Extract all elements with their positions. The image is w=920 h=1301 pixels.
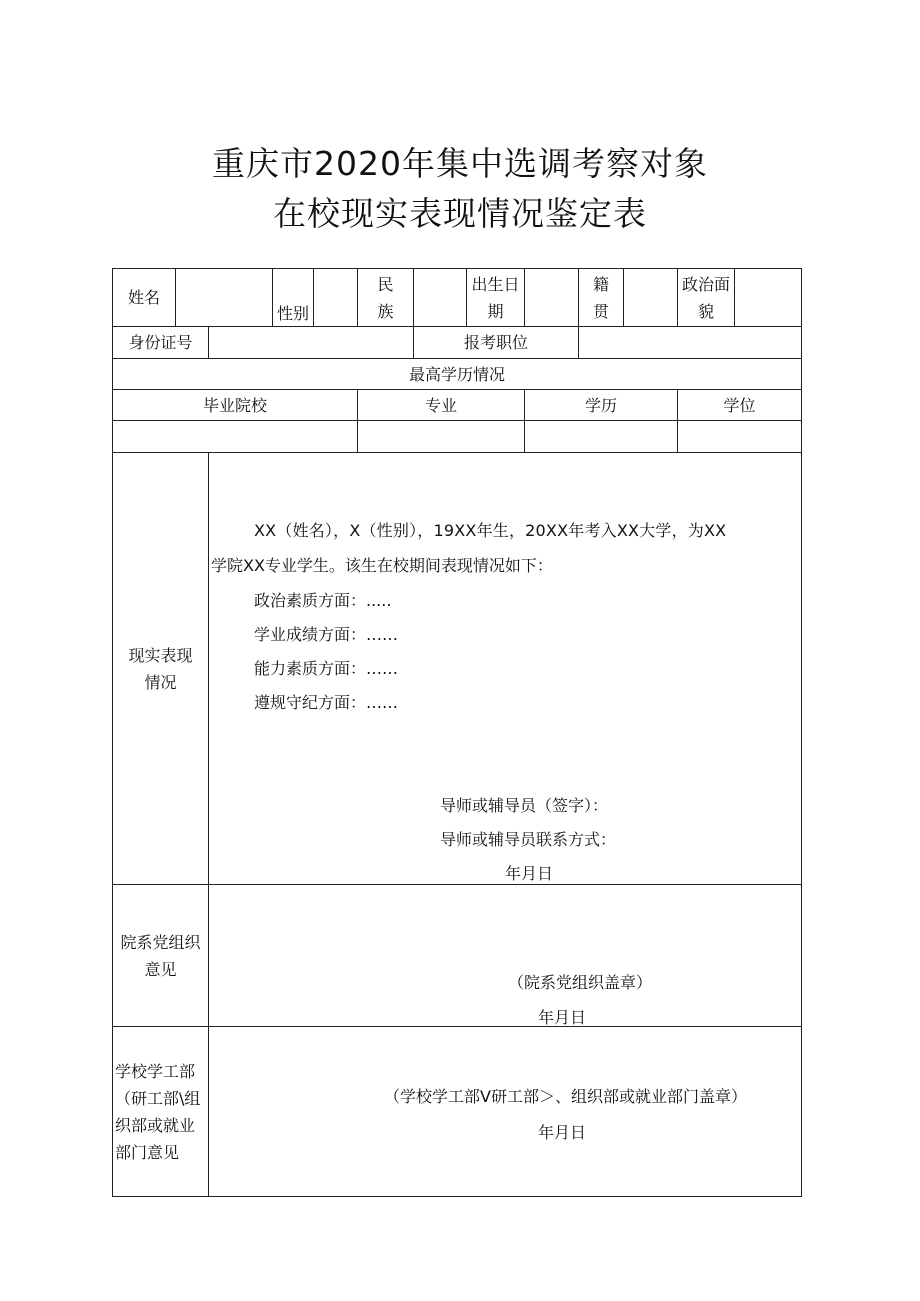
political-status-label-line2: 貌 <box>697 301 714 321</box>
applied-position-label: 报考职位 <box>463 333 528 352</box>
id-number-label: 身份证号 <box>128 333 193 352</box>
ability-quality-line: 能力素质方面：…… <box>254 659 399 678</box>
form-title-line1: 重庆市2020年集中选调考察对象 <box>212 144 708 183</box>
table-line <box>112 1026 802 1027</box>
school-dept-date: 年月日 <box>538 1123 587 1142</box>
origin-label-line1: 籍 <box>592 274 609 294</box>
party-opinion-label-line2: 意见 <box>144 959 177 979</box>
school-header: 毕业院校 <box>202 395 267 415</box>
birthdate-value-cell[interactable] <box>525 269 578 326</box>
discipline-line: 遵规守纪方面：…… <box>254 693 399 712</box>
origin-value-cell[interactable] <box>624 269 677 326</box>
school-dept-label-line3: 织部或就业 <box>115 1115 196 1135</box>
ethnicity-value-cell[interactable] <box>414 269 466 326</box>
performance-label-line2: 情况 <box>144 672 177 692</box>
degree-header: 学位 <box>723 395 756 415</box>
id-number-value-cell[interactable] <box>209 327 413 358</box>
political-status-label-line1: 政治面 <box>681 274 730 294</box>
school-dept-stamp: （学校学工部V研工部＞、组织部或就业部门盖章） <box>384 1087 747 1106</box>
table-line <box>801 268 802 1197</box>
performance-date: 年月日 <box>505 864 554 883</box>
form-title-line2: 在校现实表现情况鉴定表 <box>273 194 647 233</box>
origin-label <box>579 269 623 326</box>
advisor-signature: 导师或辅导员（签字）： <box>440 796 609 815</box>
degree-value-cell[interactable] <box>678 421 801 452</box>
school-dept-label-line2: （研工部\组 <box>115 1088 201 1108</box>
table-line <box>208 452 209 1197</box>
ethnicity-label-line2: 族 <box>377 301 394 321</box>
school-dept-label-line4: 部门意见 <box>115 1142 180 1162</box>
school-dept-opinion-label <box>113 1027 208 1196</box>
party-opinion-label-line1: 院系党组织 <box>120 932 201 952</box>
ethnicity-label <box>358 269 413 326</box>
performance-label <box>113 453 208 884</box>
party-date: 年月日 <box>538 1008 587 1027</box>
performance-intro-line2: 学院XX专业学生。该生在校期间表现情况如下： <box>211 556 553 575</box>
political-status-value-cell[interactable] <box>735 269 801 326</box>
birthdate-label-line2: 期 <box>487 301 504 321</box>
political-quality-line: 政治素质方面：..... <box>254 591 392 610</box>
party-stamp: （院系党组织盖章） <box>508 973 653 992</box>
education-level-header: 学历 <box>584 395 617 415</box>
major-header: 专业 <box>424 395 457 415</box>
birthdate-label <box>467 269 524 326</box>
ethnicity-label-line1: 民 <box>377 274 394 294</box>
name-label: 姓名 <box>127 288 160 307</box>
table-line <box>112 452 802 453</box>
name-value-cell[interactable] <box>176 269 272 326</box>
school-dept-label-line1: 学校学工部 <box>115 1061 196 1081</box>
school-value-cell[interactable] <box>113 421 357 452</box>
political-status-label <box>678 269 734 326</box>
table-line <box>112 1196 802 1197</box>
party-opinion-label <box>113 885 208 1026</box>
gender-value-cell[interactable] <box>314 269 357 326</box>
gender-label: 性别 <box>276 303 309 323</box>
education-level-value-cell[interactable] <box>525 421 677 452</box>
advisor-contact: 导师或辅导员联系方式： <box>440 830 617 849</box>
applied-position-value-cell[interactable] <box>579 327 801 358</box>
birthdate-label-line1: 出生日 <box>471 274 520 294</box>
academic-performance-line: 学业成绩方面：…… <box>254 625 399 644</box>
table-line <box>112 884 802 885</box>
performance-intro-line1: XX（姓名），X（性别），19XX年生，20XX年考入XX大学，为XX <box>254 521 727 540</box>
origin-label-line2: 贯 <box>592 301 609 321</box>
performance-label-line1: 现实表现 <box>128 645 193 665</box>
major-value-cell[interactable] <box>358 421 524 452</box>
education-section-heading: 最高学历情况 <box>408 364 505 384</box>
